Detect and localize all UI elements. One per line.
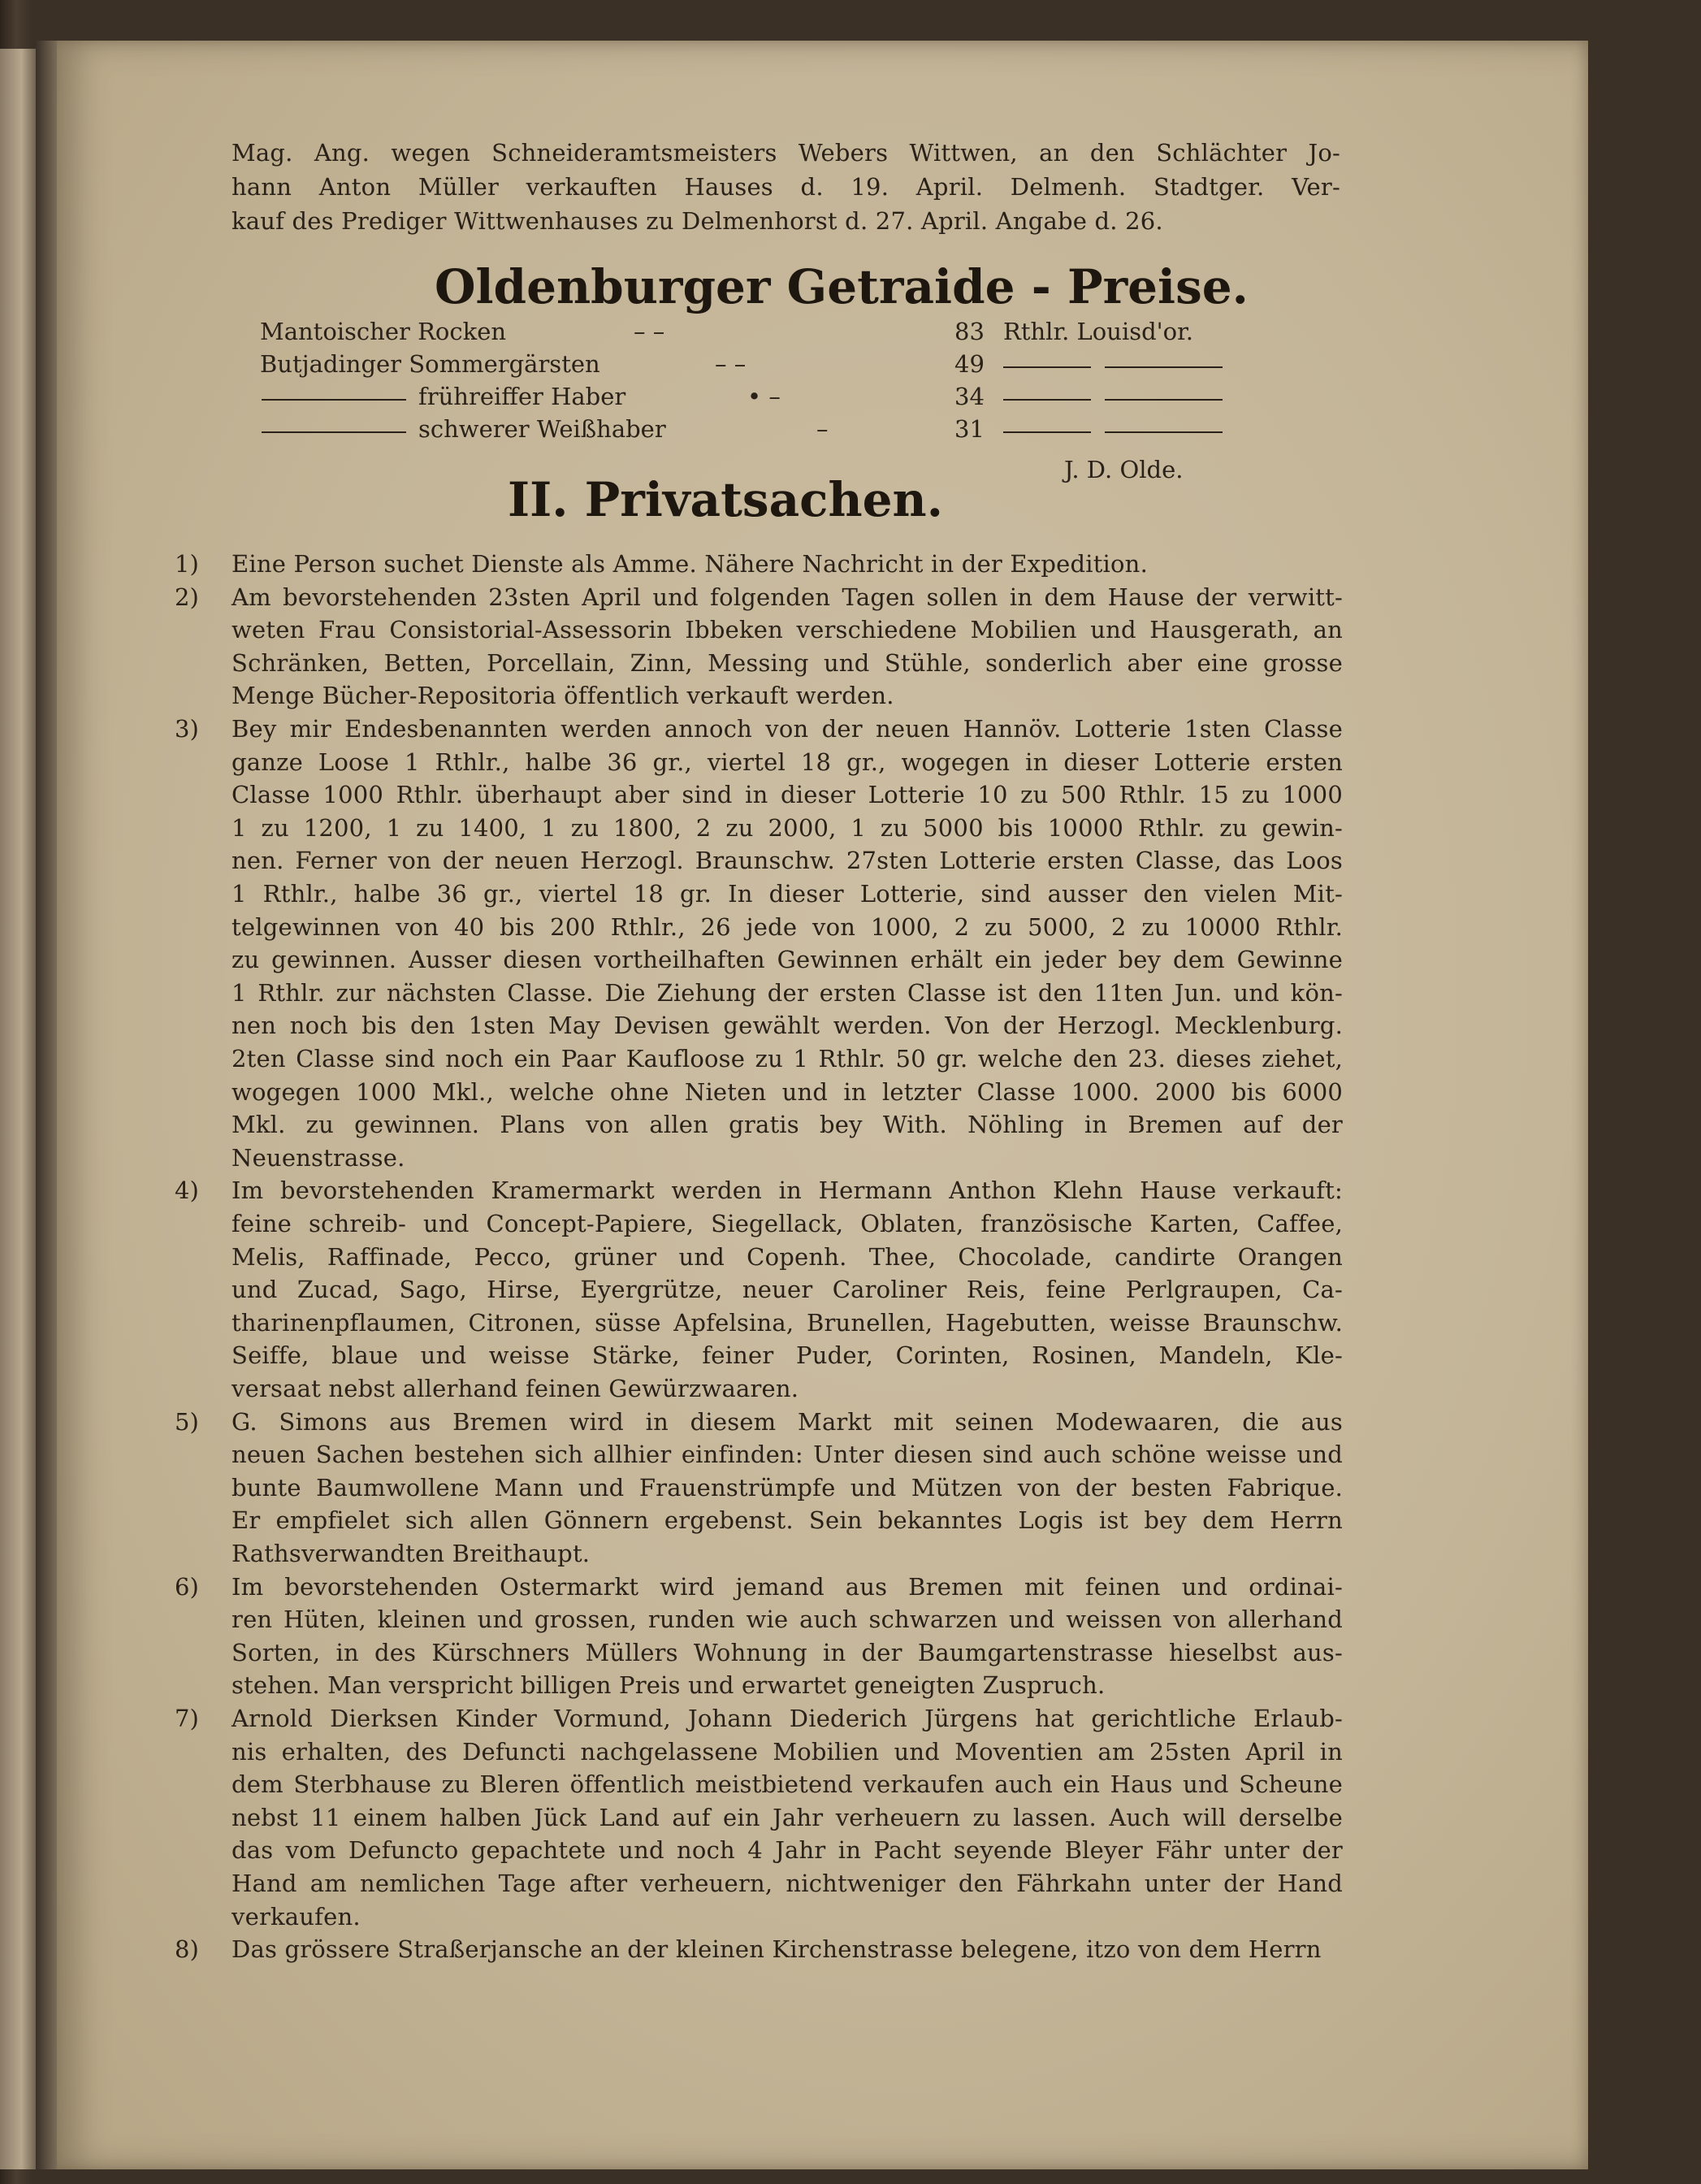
item-text-line: nen noch bis den 1sten May Devisen gewählt werden. Von der Herzogl. Mecklenburg.	[232, 1012, 1343, 1039]
price-dashes: – –	[715, 350, 747, 378]
item-text-line: Schränken, Betten, Porcellain, Zinn, Messing und Stühle, sonderlich aber eine grosse	[232, 649, 1343, 677]
item-number: 1)	[175, 550, 199, 578]
book-gutter	[36, 41, 57, 2169]
top-paragraph-line: hann Anton Müller verkauften Hauses d. 19. April. Delmenh. Stadtger. Ver-	[232, 173, 1340, 201]
item-text-line: nebst 11 einem halben Jück Land auf ein Jahr verheuern zu lassen. Auch will derselbe	[232, 1804, 1343, 1831]
price-value: 83	[954, 318, 985, 345]
ditto-rule	[262, 431, 406, 433]
item-text-line: und Zucad, Sago, Hirse, Eyergrütze, neuer Caroliner Reis, feine Perlgraupen, Ca-	[232, 1276, 1343, 1303]
item-text-line: neuen Sachen bestehen sich allhier einfinden: Unter diesen sind auch schöne weisse und	[232, 1441, 1343, 1468]
item-text-line: tharinenpflaumen, Citronen, süsse Apfelsina, Brunellen, Hagebutten, weisse Braunschw.	[232, 1309, 1343, 1337]
item-number: 5)	[175, 1408, 199, 1436]
price-value: 49	[954, 350, 985, 378]
item-text-line: zu gewinnen. Ausser diesen vortheilhaften Gewinnen erhält ein jeder bey dem Gewinne	[232, 946, 1343, 973]
price-name: Mantoischer Rocken	[260, 318, 507, 345]
item-text-line: 1 zu 1200, 1 zu 1400, 1 zu 1800, 2 zu 2000, 1 zu 5000 bis 10000 Rthlr. zu gewin-	[232, 814, 1343, 842]
price-dashes: • –	[747, 383, 781, 410]
item-text-line: nen. Ferner von der neuen Herzogl. Braunschw. 27sten Lotterie ersten Classe, das Loos	[232, 847, 1343, 874]
top-paragraph-line: Mag. Ang. wegen Schneideramtsmeisters Webers Wittwen, an den Schlächter Jo-	[232, 139, 1340, 167]
item-number: 6)	[175, 1573, 199, 1601]
item-text-line: telgewinnen von 40 bis 200 Rthlr., 26 jede von 1000, 2 zu 5000, 2 zu 10000 Rthlr.	[232, 913, 1343, 941]
item-text-line: Rathsverwandten Breithaupt.	[232, 1540, 591, 1567]
item-number: 4)	[175, 1176, 199, 1204]
ditto-rule	[1003, 366, 1091, 368]
price-name: frühreiffer Haber	[418, 383, 626, 410]
ditto-rule	[262, 399, 406, 401]
ditto-rule	[1105, 399, 1223, 401]
item-text-line: weten Frau Consistorial-Assessorin Ibbeken verschiedene Mobilien und Hausgerath, an	[232, 616, 1343, 644]
item-text-line: das vom Defuncto gepachtete und noch 4 Jahr in Pacht seyende Bleyer Fähr unter der	[232, 1836, 1343, 1864]
item-text-line: Im bevorstehenden Kramermarkt werden in Hermann Anthon Klehn Hause verkauft:	[232, 1176, 1343, 1204]
item-text-line: Er empfielet sich allen Gönnern ergebenst. Sein bekanntes Logis ist bey dem Herrn	[232, 1506, 1343, 1534]
top-paragraph-line: kauf des Prediger Wittwenhauses zu Delmenhorst d. 27. April. Angabe d. 26.	[232, 207, 1163, 235]
price-unit: Rthlr. Louisd'or.	[1003, 318, 1193, 345]
ditto-rule	[1003, 399, 1091, 401]
item-text-line: ganze Loose 1 Rthlr., halbe 36 gr., viertel 18 gr., wogegen in dieser Lotterie ersten	[232, 748, 1343, 776]
item-text-line: Classe 1000 Rthlr. überhaupt aber sind in dieser Lotterie 10 zu 500 Rthlr. 15 zu 1000	[232, 781, 1343, 808]
item-text-line: Das grössere Straßerjansche an der kleinen Kirchenstrasse belegene, itzo von dem Herrn	[232, 1935, 1322, 1963]
item-text-line: Arnold Dierksen Kinder Vormund, Johann Diederich Jürgens hat gerichtliche Erlaub-	[232, 1705, 1343, 1732]
price-dashes: – –	[634, 318, 665, 345]
item-text-line: feine schreib- und Concept-Papiere, Siegellack, Oblaten, französische Karten, Caffee,	[232, 1210, 1343, 1237]
item-text-line: verkaufen.	[232, 1903, 361, 1930]
item-number: 2)	[175, 583, 199, 611]
item-text-line: ren Hüten, kleinen und grossen, runden wie auch schwarzen und weissen von allerhand	[232, 1606, 1343, 1633]
price-value: 31	[954, 415, 985, 443]
item-text-line: nis erhalten, des Defuncti nachgelassene Mobilien und Moventien am 25sten April in	[232, 1738, 1343, 1766]
price-name: schwerer Weißhaber	[418, 415, 666, 443]
price-name: Butjadinger Sommergärsten	[260, 350, 600, 378]
item-text-line: Bey mir Endesbenannten werden annoch von der neuen Hannöv. Lotterie 1sten Classe	[232, 715, 1343, 743]
item-text-line: stehen. Man verspricht billigen Preis und erwartet geneigten Zuspruch.	[232, 1671, 1106, 1699]
facing-page-edge	[0, 49, 36, 2169]
item-text-line: Seiffe, blaue und weisse Stärke, feiner Puder, Corinten, Rosinen, Mandeln, Kle-	[232, 1341, 1343, 1369]
price-value: 34	[954, 383, 985, 410]
item-text-line: Am bevorstehenden 23sten April und folgenden Tagen sollen in dem Hause der verwitt-	[232, 583, 1343, 611]
section-heading: II. Privatsachen.	[508, 472, 943, 527]
item-text-line: Menge Bücher-Repositoria öffentlich verkauft werden.	[232, 682, 894, 709]
item-number: 3)	[175, 715, 199, 743]
ditto-rule	[1105, 431, 1223, 433]
item-text-line: versaat nebst allerhand feinen Gewürzwaaren.	[232, 1375, 799, 1402]
item-text-line: Mkl. zu gewinnen. Plans von allen gratis bey With. Nöhling in Bremen auf der	[232, 1111, 1343, 1138]
item-text-line: Im bevorstehenden Ostermarkt wird jemand aus Bremen mit feinen und ordinai-	[232, 1573, 1343, 1601]
item-text-line: 1 Rthlr. zur nächsten Classe. Die Ziehung der ersten Classe ist den 11ten Jun. und kön-	[232, 979, 1343, 1007]
item-text-line: G. Simons aus Bremen wird in diesem Markt mit seinen Modewaaren, die aus	[232, 1408, 1343, 1436]
item-number: 8)	[175, 1935, 199, 1963]
item-text-line: 2ten Classe sind noch ein Paar Kaufloose zu 1 Rthlr. 50 gr. welche den 23. dieses ziehet,	[232, 1045, 1343, 1072]
price-signature: J. D. Olde.	[1064, 456, 1184, 483]
item-text-line: 1 Rthlr., halbe 36 gr., viertel 18 gr. In dieser Lotterie, sind ausser den vielen Mit-	[232, 880, 1343, 908]
item-text-line: Neuenstrasse.	[232, 1144, 405, 1172]
item-text-line: Sorten, in des Kürschners Müllers Wohnung in der Baumgartenstrasse hieselbst aus-	[232, 1639, 1343, 1666]
item-text-line: dem Sterbhause zu Bleren öffentlich meistbietend verkaufen auch ein Haus und Scheune	[232, 1770, 1343, 1798]
item-text-line: Eine Person suchet Dienste als Amme. Nähere Nachricht in der Expedition.	[232, 550, 1148, 578]
item-number: 7)	[175, 1705, 199, 1732]
item-text-line: Melis, Raffinade, Pecco, grüner und Copenh. Thee, Chocolade, candirte Orangen	[232, 1243, 1343, 1271]
prices-heading: Oldenburger Getraide - Preise.	[435, 259, 1249, 314]
ditto-rule	[1003, 431, 1091, 433]
item-text-line: bunte Baumwollene Mann und Frauenstrümpfe und Mützen von der besten Fabrique.	[232, 1474, 1343, 1502]
item-text-line: wogegen 1000 Mkl., welche ohne Nieten und in letzter Classe 1000. 2000 bis 6000	[232, 1078, 1343, 1106]
item-text-line: Hand am nemlichen Tage after verheuern, nichtweniger den Fährkahn unter der Hand	[232, 1870, 1343, 1897]
ditto-rule	[1105, 366, 1223, 368]
price-dashes: –	[816, 415, 829, 443]
